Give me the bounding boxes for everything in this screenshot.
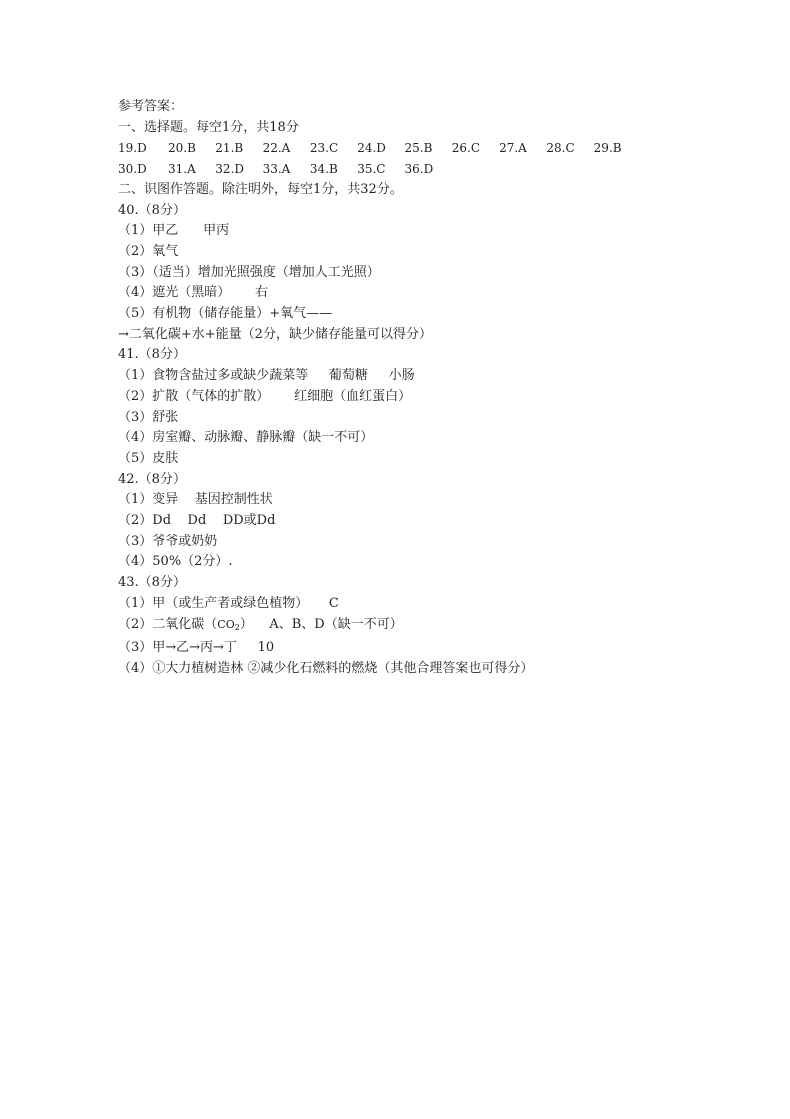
mcq-answer: 25.B: [404, 141, 433, 156]
question-40-answer-line: （3）（适当）增加光照强度（增加人工光照）: [118, 264, 380, 280]
co2-answer-suffix: ） A、B、D（缺一不可）: [239, 616, 403, 632]
mcq-answer: 20.B: [168, 141, 196, 156]
question-41-answer-line: （2）扩散（气体的扩散） 红细胞（血红蛋白）: [118, 388, 412, 404]
mcq-answer: 32.D: [215, 162, 245, 177]
answer-key-page: [118, 97, 758, 680]
question-40-answer-line: （1）甲乙 甲丙: [118, 223, 230, 239]
mcq-answers-row-2: [118, 159, 758, 180]
mcq-answer: 27.A: [499, 141, 527, 156]
question-42-header: 42.（8分）: [118, 471, 186, 487]
mcq-answer: 28.C: [546, 141, 575, 156]
mcq-answer: 29.B: [593, 141, 622, 156]
mcq-answer: 24.D: [357, 141, 386, 156]
mcq-answer: 19.D: [118, 141, 147, 156]
mcq-answer: 36.D: [404, 162, 434, 177]
mcq-answer: 35.C: [357, 162, 386, 177]
question-43-answer-line-co2: [118, 615, 758, 639]
mcq-answer: 23.C: [309, 141, 339, 156]
mcq-answer: 33.A: [262, 162, 291, 177]
question-42-answer-line: （3）爷爷或奶奶: [118, 533, 218, 549]
question-43-header: 43.（8分）: [118, 575, 186, 591]
question-42-answer-line: （2）Dd Dd DD或Dd: [118, 513, 276, 529]
question-40-answer-line: （2）氧气: [118, 243, 179, 259]
question-41-answer-line: （3）舒张: [118, 409, 179, 425]
question-40-header: 40.（8分）: [118, 202, 186, 218]
co2-formula: CO: [217, 617, 235, 631]
mcq-answer: 21.B: [215, 141, 244, 156]
mcq-answer: 30.D: [118, 162, 147, 177]
question-41-answer-line: （5）皮肤: [118, 450, 179, 466]
mcq-answer: 34.B: [309, 162, 338, 177]
question-40-answer-line: →二氧化碳+水+能量（2分，缺少储存能量可以得分）: [118, 326, 432, 342]
question-42-answer-line: （4）50%（2分）.: [118, 554, 233, 570]
question-41-answer-line: （4）房室瓣、动脉瓣、静脉瓣（缺一不可）: [118, 430, 374, 446]
section2-title: 二、识图作答题。除注明外，每空1分，共32分。: [118, 181, 403, 197]
mcq-answer: 31.A: [168, 162, 196, 177]
co2-answer-prefix: （2）二氧化碳（: [118, 616, 218, 632]
question-43-answer-line: （4）①大力植树造林 ②减少化石燃料的燃烧（其他合理答案也可得分）: [118, 660, 534, 676]
question-41-answer-line: （1）食物含盐过多或缺少蔬菜等 葡萄糖 小肠: [118, 368, 415, 384]
mcq-answer: 22.A: [262, 141, 291, 156]
mcq-answers-row-1: [118, 138, 758, 159]
question-43-answer-line: （3）甲→乙→丙→丁 10: [118, 640, 275, 656]
co2-subscript: 2: [234, 622, 240, 632]
mcq-answer: 26.C: [451, 141, 481, 156]
question-41-header: 41.（8分）: [118, 347, 186, 363]
question-42-answer-line: （1）变异 基因控制性状: [118, 492, 273, 508]
question-40-answer-line: （5）有机物（储存能量）+氧气——: [118, 306, 333, 322]
question-43-answer-line: （1）甲（或生产者或绿色植物） C: [118, 595, 339, 611]
section1-title: 一、选择题。每空1分，共18分: [118, 119, 299, 135]
answer-key-heading: 参考答案：: [118, 99, 184, 114]
question-40-answer-line: （4）遮光（黑暗） 右: [118, 285, 269, 301]
